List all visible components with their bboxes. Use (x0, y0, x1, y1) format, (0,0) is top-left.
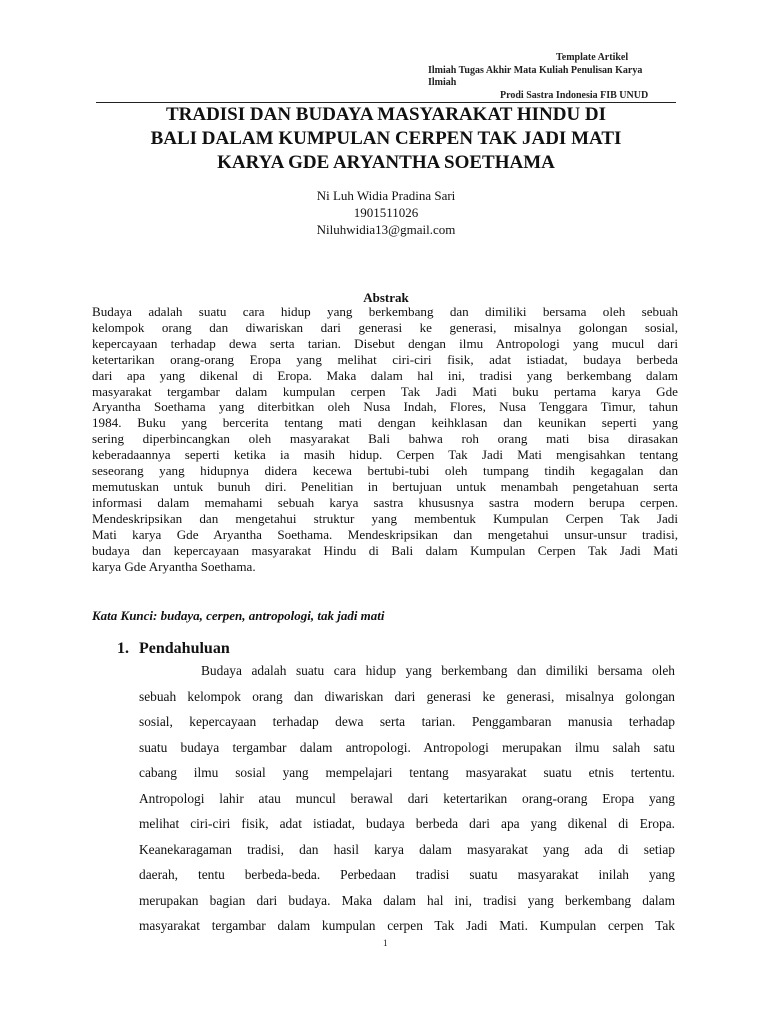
abstract-line: karya Gde Aryantha Soethama. (92, 558, 256, 574)
abstract-line: Mendeskripsikan dan mengetahui struktur yang membentuk Kumpulan Cerpen Tak Jadi (92, 510, 678, 526)
abstract-line: kepercayaan terhadap dewa serta tarian. Disebut dengan ilmu Antropologi yang mucul dari (92, 335, 678, 351)
abstract-line: seseorang yang hidupnya didera kecewa bertubi-tubi oleh tumpang tindih kegagalan dan (92, 463, 678, 479)
introduction-paragraph (139, 658, 675, 939)
abstract-line: budaya dan kepercayaan masyarakat Hindu di Bali dalam Kumpulan Cerpen Tak Jadi Mati (92, 542, 678, 558)
paragraph-line: merupakan bagian dari budaya. Maka dalam hal ini, tradisi yang berkembang dalam (139, 892, 675, 908)
section-number: 1. (117, 640, 129, 657)
article-title (96, 103, 676, 175)
section-heading (117, 640, 230, 658)
abstract-line: dari apa yang dikenal di Eropa. Maka dalam hal ini, tradisi yang berkembang dalam (92, 367, 678, 383)
paragraph-line: suatu budaya tergambar dalam antropologi. Antropologi merupakan ilmu salah satu (139, 739, 675, 755)
abstract-line: memutuskan untuk bunuh diri. Penelitian in bertujuan untuk menambah pengetahuan serta (92, 478, 678, 494)
paragraph-line: cabang ilmu sosial yang mempelajari tentang masyarakat suatu etnis tertentu. (139, 765, 675, 780)
keywords: Kata Kunci: budaya, cerpen, antropologi, tak jadi mati (92, 608, 385, 623)
title-line: TRADISI DAN BUDAYA MASYARAKAT HINDU DI (165, 104, 607, 125)
paragraph-line: Budaya adalah suatu cara hidup yang berkembang dan dimiliki bersama oleh (201, 663, 675, 678)
header-course-label: Ilmiah Tugas Akhir Mata Kuliah Penulisan Karya (428, 65, 643, 76)
title-line: BALI DALAM KUMPULAN CERPEN TAK JADI MATI (150, 128, 622, 149)
abstract-line: ketertarikan orang-orang Eropa yang melihat ciri-ciri fisik, adat istiadat, budaya berbeda (92, 351, 678, 367)
abstract-body (92, 304, 678, 574)
paragraph-line: masyarakat tergambar dalam kumpulan cerpen Tak Jadi Mati. Kumpulan cerpen Tak (139, 918, 675, 933)
paragraph-line: daerah, tentu berbeda-beda. Perbedaan tradisi suatu masyarakat inilah yang (139, 867, 675, 882)
author-student-id: 1901511026 (353, 205, 419, 220)
paragraph-line: Keanekaragaman tradisi, dan hasil karya dalam masyarakat yang ada di setiap (139, 841, 675, 857)
abstract-line: keberadaannya seperti ketika ia masih hidup. Cerpen Tak Jadi Mati mengisahkan tentang (92, 447, 678, 463)
abstract-line: masyarakat tergambar dalam kumpulan cerpen Tak Jadi Mati buku pertama karya Gde (92, 383, 678, 399)
author-name: Ni Luh Widia Pradina Sari (316, 188, 456, 203)
author-info (96, 187, 676, 238)
abstract-line: Mati karya Gde Aryantha Soethama. Mendeskripsikan dan mengetahui unsur-unsur tradisi, (92, 526, 678, 542)
paragraph-line: sebuah kelompok orang dan diwariskan dari generasi ke generasi, misalnya golongan (139, 688, 675, 704)
page-number: 1 (383, 938, 388, 948)
header-program-label: Prodi Sastra Indonesia FIB UNUD (500, 90, 649, 101)
header-template-label: Template Artikel (556, 52, 629, 63)
paragraph-line: Antropologi lahir atau muncul berawal dari ketertarikan orang-orang Eropa yang (139, 790, 675, 806)
title-line: KARYA GDE ARYANTHA SOETHAMA (217, 152, 555, 173)
paragraph-line: melihat ciri-ciri fisik, adat istiadat, budaya berbeda dari apa yang dikenal di Eropa. (139, 816, 675, 831)
abstract-line: sering diperbincangkan oleh masyarakat Bali bahwa roh orang mati bisa dirasakan (92, 431, 678, 447)
paragraph-line: sosial, kepercayaan terhadap dewa serta tarian. Penggambaran manusia terhadap (139, 714, 675, 729)
abstract-line: kelompok orang dan diwariskan dari generasi ke generasi, misalnya golongan sosial, (92, 319, 678, 335)
abstract-line: Aryantha Soethama yang diterbitkan oleh Nusa Indah, Flores, Nusa Tenggara Timur, tahun (92, 399, 678, 415)
header-course-label-cont: Ilmiah (428, 77, 457, 88)
abstract-line: Budaya adalah suatu cara hidup yang berkembang dan dimiliki bersama oleh sebuah (92, 304, 678, 319)
author-email: Niluhwidia13@gmail.com (316, 222, 456, 237)
abstract-line: informasi dalam memahami sebuah karya sastra khususnya sastra modern berupa cerpen. (92, 494, 678, 510)
section-title: Pendahuluan (139, 640, 230, 657)
abstract-heading: Abstrak (363, 290, 409, 305)
abstract-line: 1984. Buku yang bercerita tentang mati dengan keihklasan dan keunikan seperti yang (92, 415, 678, 431)
